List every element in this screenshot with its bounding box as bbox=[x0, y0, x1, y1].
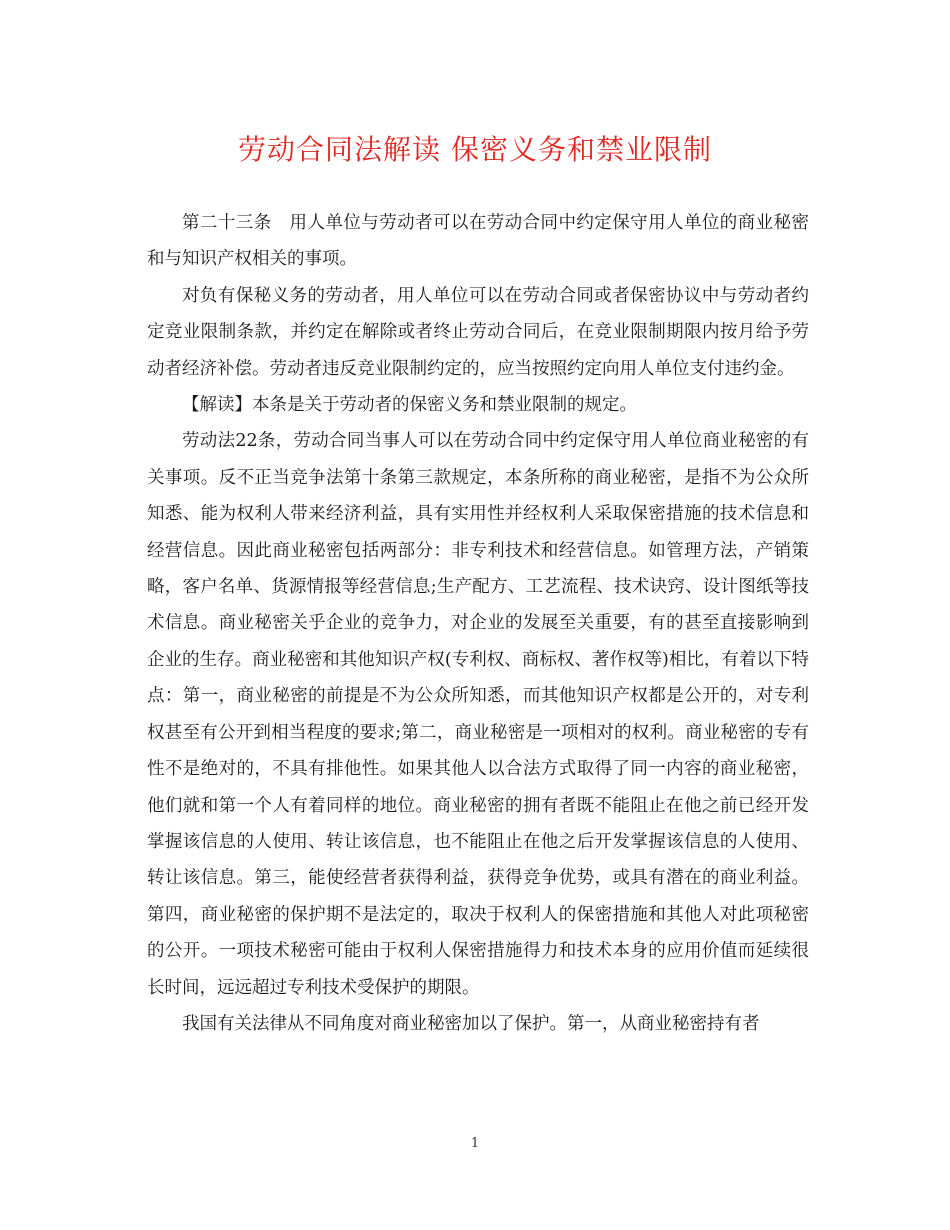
page-number: 1 bbox=[470, 1136, 480, 1151]
document-title: 劳动合同法解读 保密义务和禁业限制 bbox=[238, 133, 712, 166]
paragraph-interpretation-intro: 【解读】本条是关于劳动者的保密义务和禁业限制的规定。 bbox=[182, 395, 637, 416]
document-body bbox=[147, 205, 809, 1042]
paragraph-legal-protection: 我国有关法律从不同角度对商业秘密加以了保护。第一，从商业秘密持有者 bbox=[182, 1013, 760, 1034]
paragraph-trade-secret-explanation: 劳动法22条，劳动合同当事人可以在劳动合同中约定保守用人单位商业秘密的有关事项。反不正当竞争法第十条第三款规定，本条所称的商业秘密，是指不为公众所知悉、能为权利人带来经济利益，具有实用性并经权利人采取保密措施的技术信息和经营信息。因此商业秘密包括两部分：非专利技术和经营信息。如管理方法，产销策略，客户名单、货源情报等经营信息;生产配方、工艺流程、技术诀窍、设计图纸等技术信息。商业秘密关乎企业的竞争力，对企业的发展至关重要，有的甚至直接影响到企业的生存。商业秘密和其他知识产权(专利权、商标权、著作权等)相比，有着以下特点：第一，商业秘密的前提是不为公众所知悉，而其他知识产权都是公开的，对专利权甚至有公开到相当程度的要求;第二，商业秘密是一项相对的权利。商业秘密的专有性不是绝对的，不具有排他性。如果其他人以合法方式取得了同一内容的商业秘密，他们就和第一个人有着同样的地位。商业秘密的拥有者既不能阻止在他之前已经开发掌握该信息的人使用、转让该信息，也不能阻止在他之后开发掌握该信息的人使用、转让该信息。第三，能使经营者获得利益，获得竞争优势，或具有潜在的商业利益。第四，商业秘密的保护期不是法定的，取决于权利人的保密措施和其他人对此项秘密的公开。一项技术秘密可能由于权利人保密措施得力和技术本身的应用价值而延续很长时间，远远超过专利技术受保护的期限。 bbox=[147, 431, 809, 998]
paragraph-non-compete-clause: 对负有保秘义务的劳动者，用人单位可以在劳动合同或者保密协议中与劳动者约定竞业限制条款，并约定在解除或者终止劳动合同后，在竞业限制期限内按月给予劳动者经济补偿。劳动者违反竞业限制约定的，应当按照约定向用人单位支付违约金。 bbox=[147, 285, 809, 379]
paragraph-article-23: 第二十三条 用人单位与劳动者可以在劳动合同中约定保守用人单位的商业秘密和与知识产权相关的事项。 bbox=[147, 213, 809, 270]
